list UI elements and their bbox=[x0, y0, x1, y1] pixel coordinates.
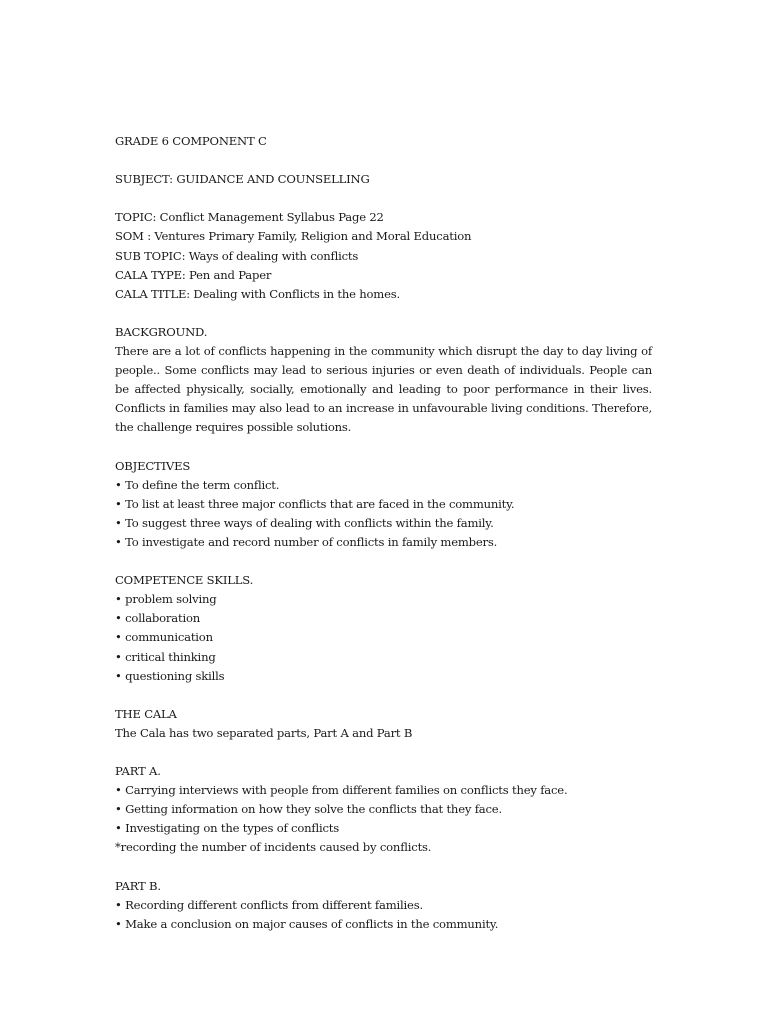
part-a-note: *recording the number of incidents caused by conflicts. bbox=[115, 840, 432, 855]
som-line: SOM : Ventures Primary Family, Religion and Moral Education bbox=[115, 229, 472, 244]
document-page bbox=[115, 132, 652, 934]
objective-item: • To define the term conflict. bbox=[115, 476, 652, 495]
objective-item: • To list at least three major conflicts that are faced in the community. bbox=[115, 495, 652, 514]
objectives-heading: OBJECTIVES bbox=[115, 458, 191, 473]
objective-item: • To investigate and record number of conflicts in family members. bbox=[115, 533, 652, 552]
competence-item: • collaboration bbox=[115, 609, 652, 628]
part-b-heading: PART B. bbox=[115, 878, 161, 893]
competence-item: • questioning skills bbox=[115, 667, 652, 686]
competence-item: • problem solving bbox=[115, 590, 652, 609]
background-heading: BACKGROUND. bbox=[115, 324, 208, 339]
grade-heading: GRADE 6 COMPONENT C bbox=[115, 134, 267, 148]
cala-type-line: CALA TYPE: Pen and Paper bbox=[115, 267, 272, 282]
competence-item: • critical thinking bbox=[115, 648, 652, 667]
part-a-item: • Investigating on the types of conflicts bbox=[115, 819, 652, 838]
cala-title-line: CALA TITLE: Dealing with Conflicts in the homes. bbox=[115, 286, 400, 301]
topic-line: TOPIC: Conflict Management Syllabus Page 22 bbox=[115, 210, 384, 225]
part-b-item: • Make a conclusion on major causes of conflicts in the community. bbox=[115, 915, 652, 934]
cala-text: The Cala has two separated parts, Part A and Part B bbox=[115, 725, 413, 740]
objective-item: • To suggest three ways of dealing with conflicts within the family. bbox=[115, 514, 652, 533]
cala-heading: THE CALA bbox=[115, 706, 177, 721]
sub-topic-line: SUB TOPIC: Ways of dealing with conflicts bbox=[115, 248, 359, 263]
subject-heading: SUBJECT: GUIDANCE AND COUNSELLING bbox=[115, 172, 370, 187]
background-paragraph: There are a lot of conflicts happening in the community which disrupt the day to day living of people.. Some conflicts may lead to serious injuries or even death of individuals. People can be affected physically, socially, emotionally and leading to poor performance in their lives. Conflicts in families may also lead to an increase in unfavourable living conditions. Therefore, the challenge requires possible solutions. bbox=[115, 344, 652, 435]
part-a-item: • Carrying interviews with people from different families on conflicts they face. bbox=[115, 781, 652, 800]
part-a-heading: PART A. bbox=[115, 764, 161, 779]
competence-item: • communication bbox=[115, 628, 652, 647]
part-a-item: • Getting information on how they solve the conflicts that they face. bbox=[115, 800, 652, 819]
competence-heading: COMPETENCE SKILLS. bbox=[115, 573, 254, 588]
part-b-item: • Recording different conflicts from different families. bbox=[115, 896, 652, 915]
